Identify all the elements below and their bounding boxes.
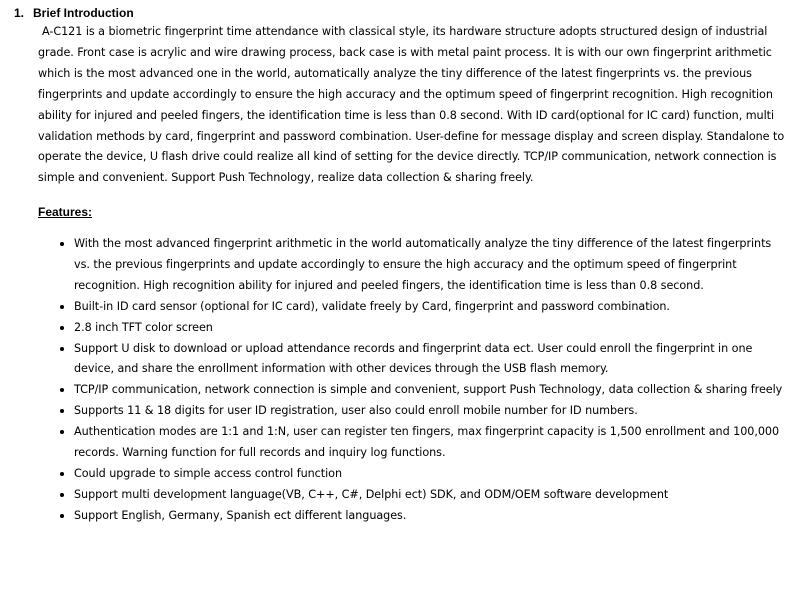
feature-text: Built-in ID card sensor (optional for IC card), validate freely by Card, fingerprint and password combination. xyxy=(74,299,670,313)
bullet-icon xyxy=(60,305,64,309)
bullet-icon xyxy=(60,430,64,434)
features-title: Features: xyxy=(38,205,93,219)
bullet-icon xyxy=(60,326,64,330)
bullet-icon xyxy=(60,409,64,413)
section-number: 1. xyxy=(14,6,25,20)
bullet-icon xyxy=(60,388,64,392)
feature-text: Support multi development language(VB, C++, C#, Delphi ect) SDK, and ODM/OEM software development xyxy=(74,487,669,501)
intro-paragraph: A-C121 is a biometric fingerprint time attendance with classical style, its hardware structure adopts structured design of industrial grade. Front case is acrylic and wire drawing process, back case is with metal paint process. It is with our own fingerprint arithmetic which is the most advanced one in the world, automatically analyze the tiny difference of the latest fingerprints vs. the previous fingerprints and update accordingly to ensure the high accuracy and the optimum speed of fingerprint recognition. High recognition ability for injured and peeled fingers, the identification time is less than 0.8 second. With ID card(optional for IC card) function, multi validation methods by card, fingerprint and password combination. User-define for message display and screen display. Standalone to operate the device, U flash drive could realize all kind of setting for the device directly. TCP/IP communication, network connection is simple and convenient. Support Push Technology, realize data collection & sharing freely. xyxy=(38,25,785,185)
feature-item xyxy=(74,464,786,485)
feature-item xyxy=(74,422,786,464)
bullet-icon xyxy=(60,493,64,497)
bullet-icon xyxy=(60,347,64,351)
feature-text: Support English, Germany, Spanish ect different languages. xyxy=(74,508,407,522)
feature-text: Supports 11 & 18 digits for user ID registration, user also could enroll mobile number for ID numbers. xyxy=(74,404,638,418)
feature-item xyxy=(74,234,786,297)
feature-item xyxy=(74,485,786,506)
feature-text: 2.8 inch TFT color screen xyxy=(74,320,213,334)
feature-text: TCP/IP communication, network connection is simple and convenient, support Push Technology, data collection & sharing freely xyxy=(74,383,783,397)
bullet-icon xyxy=(60,242,64,246)
feature-text: Support U disk to download or upload attendance records and fingerprint data ect. User could enroll the fingerprint in one device, and share the enrollment information with other devices through the USB flash memory. xyxy=(74,341,753,376)
bullet-icon xyxy=(60,514,64,518)
feature-item xyxy=(74,401,786,422)
features-list xyxy=(74,234,786,527)
feature-item xyxy=(74,339,786,381)
feature-text: Could upgrade to simple access control function xyxy=(74,466,343,480)
section-heading xyxy=(14,5,134,21)
section-title: Brief Introduction xyxy=(33,6,134,20)
feature-item xyxy=(74,506,786,527)
feature-item xyxy=(74,380,786,401)
bullet-icon xyxy=(60,472,64,476)
feature-text: Authentication modes are 1:1 and 1:N, user can register ten fingers, max fingerprint capacity is 1,500 enrollment and 100,000 records. Warning function for full records and inquiry log functions. xyxy=(74,425,780,460)
feature-text: With the most advanced fingerprint arithmetic in the world automatically analyze the tiny difference of the latest fingerprints vs. the previous fingerprints and update accordingly to ensure the high accuracy and the optimum speed of fingerprint recognition. High recognition ability for injured and peeled fingers, the identification time is less than 0.8 second. xyxy=(74,237,772,292)
feature-item xyxy=(74,318,786,339)
feature-item xyxy=(74,297,786,318)
